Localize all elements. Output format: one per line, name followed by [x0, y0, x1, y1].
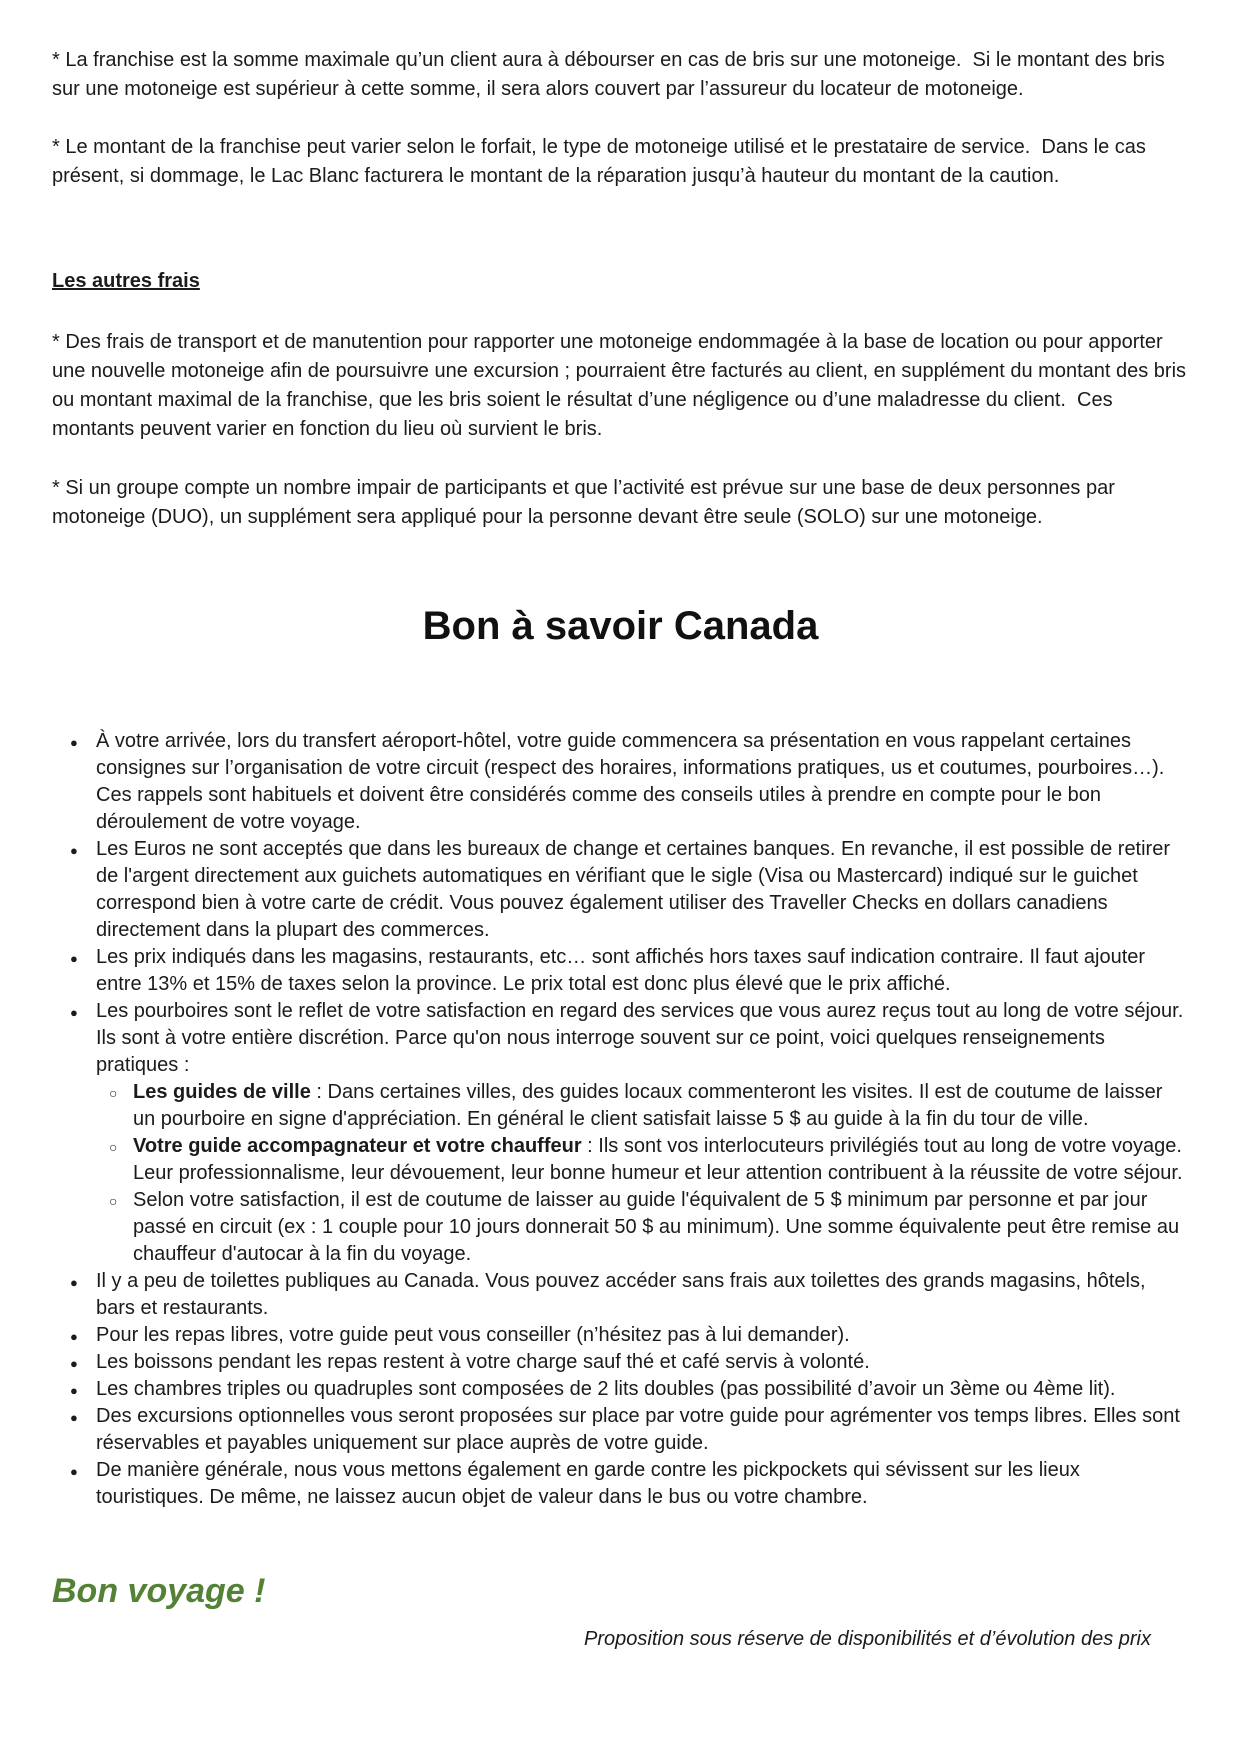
paragraph-frais-transport: * Des frais de transport et de manutention pour rapporter une motoneige endommagée à la base de location ou pour apporter une nouvelle motoneige afin de poursuivre une excursion ; pourraient être facturés au client, en supplément du montant des bris ou montant maximal de la franchise, que les bris soient le résultat d’une négligence ou d’une maladresse du client. Ces montants peuvent varier en fonction du lieu où survient le bris.: [52, 331, 1192, 440]
list-item-chambres: [96, 1376, 1189, 1403]
list-item-toilettes: [96, 1268, 1189, 1322]
list-item-text: Pour les repas libres, votre guide peut vous conseiller (n’hésitez pas à lui demander).: [96, 1324, 850, 1346]
sub-item-text: : Dans certaines villes, des guides locaux commenteront les visites. Il est de coutume de laisser un pourboire en signe d'appréciation. En général le client satisfait laisse 5 $ au guide à la fin du tour de ville.: [133, 1081, 1163, 1130]
list-item-arrivee: [96, 728, 1189, 836]
sub-item-lead: Votre guide accompagnateur et votre chauffeur: [133, 1135, 582, 1157]
list-item-text: Les prix indiqués dans les magasins, restaurants, etc… sont affichés hors taxes sauf indication contraire. Il faut ajouter entre 13% et 15% de taxes selon la province. Le prix total est donc plus élevé que le prix affiché.: [96, 946, 1146, 995]
list-item-euros: [96, 836, 1189, 944]
signoff-bon-voyage: Bon voyage !: [52, 1572, 266, 1610]
list-item-text: Il y a peu de toilettes publiques au Canada. Vous pouvez accéder sans frais aux toilettes des grands magasins, hôtels, bars et restaurants.: [96, 1270, 1146, 1319]
sub-item-lead: Les guides de ville: [133, 1081, 311, 1103]
list-item-boissons: [96, 1349, 1189, 1376]
paragraph-supplement-solo: * Si un groupe compte un nombre impair de participants et que l’activité est prévue sur une base de deux personnes par motoneige (DUO), un supplément sera appliqué pour la personne devant être seule (SOLO) sur une motoneige.: [52, 477, 1121, 528]
list-item-repas-libres: [96, 1322, 1189, 1349]
pourboires-sub-list: [96, 1079, 1189, 1268]
list-item-prix-taxes: [96, 944, 1189, 998]
tips-list: [52, 728, 1189, 1511]
list-item-text: À votre arrivée, lors du transfert aéroport-hôtel, votre guide commencera sa présentation en vous rappelant certaines consignes sur l’organisation de votre circuit (respect des horaires, informations pratiques, us et coutumes, pourboires…). Ces rappels sont habituels et doivent être considérés comme des conseils utiles à prendre en compte pour le bon déroulement de votre voyage.: [96, 730, 1165, 833]
sub-item-text: Selon votre satisfaction, il est de coutume de laisser au guide l'équivalent de 5 $ minimum par personne et par jour passé en circuit (ex : 1 couple pour 10 jours donnerait 50 $ au minimum). Une somme équivalente peut être remise au chauffeur d'autocar à la fin du voyage.: [133, 1189, 1180, 1265]
list-item-text: Des excursions optionnelles vous seront proposées sur place par votre guide pour agrémenter vos temps libres. Elles sont réservables et payables uniquement sur place auprès de votre guide.: [96, 1405, 1180, 1454]
sub-item-text: : Ils sont vos interlocuteurs privilégiés tout au long de votre voyage. Leur professionnalisme, leur dévouement, leur bonne humeur et leur attention contribuent à la réussite de votre séjour.: [133, 1135, 1183, 1184]
list-item-text: Les boissons pendant les repas restent à votre charge sauf thé et café servis à volonté.: [96, 1351, 870, 1373]
list-item-pourboires: [96, 998, 1189, 1268]
sub-item-guide-chauffeur: [133, 1133, 1189, 1187]
page-title: Bon à savoir Canada: [422, 604, 819, 648]
footer-disclaimer: Proposition sous réserve de disponibilités et d’évolution des prix: [584, 1628, 1151, 1650]
paragraph-franchise-2: * Le montant de la franchise peut varier selon le forfait, le type de motoneige utilisé et le prestataire de service. Dans le cas présent, si dommage, le Lac Blanc facturera le montant de la réparation jusqu’à hauteur du montant de la caution.: [52, 136, 1152, 187]
list-item-text: Les pourboires sont le reflet de votre satisfaction en regard des services que vous aurez reçus tout au long de votre séjour. Ils sont à votre entière discrétion. Parce qu'on nous interroge souvent sur ce point, voici quelques renseignements pratiques :: [96, 1000, 1184, 1076]
paragraph-franchise-1: * La franchise est la somme maximale qu’un client aura à débourser en cas de bris sur une motoneige. Si le montant des bris sur une motoneige est supérieur à cette somme, il sera alors couvert par l’assureur du locateur de motoneige.: [52, 49, 1171, 100]
list-item-pickpockets: [96, 1457, 1189, 1511]
section-heading-autres-frais: Les autres frais: [52, 270, 200, 292]
list-item-excursions: [96, 1403, 1189, 1457]
list-item-text: De manière générale, nous vous mettons également en garde contre les pickpockets qui sévissent sur les lieux touristiques. De même, ne laissez aucun objet de valeur dans le bus ou votre chambre.: [96, 1459, 1080, 1508]
list-item-text: Les chambres triples ou quadruples sont composées de 2 lits doubles (pas possibilité d’avoir un 3ème ou 4ème lit).: [96, 1378, 1116, 1400]
list-item-text: Les Euros ne sont acceptés que dans les bureaux de change et certaines banques. En revanche, il est possible de retirer de l'argent directement aux guichets automatiques en vérifiant que le sigle (Visa ou Mastercard) indiqué sur le guichet correspond bien à votre carte de crédit. Vous pouvez également utiliser des Traveller Checks en dollars canadiens directement dans la plupart des commerces.: [96, 838, 1171, 941]
sub-item-montant-pourboire: [133, 1187, 1189, 1268]
sub-item-guides-de-ville: [133, 1079, 1189, 1133]
